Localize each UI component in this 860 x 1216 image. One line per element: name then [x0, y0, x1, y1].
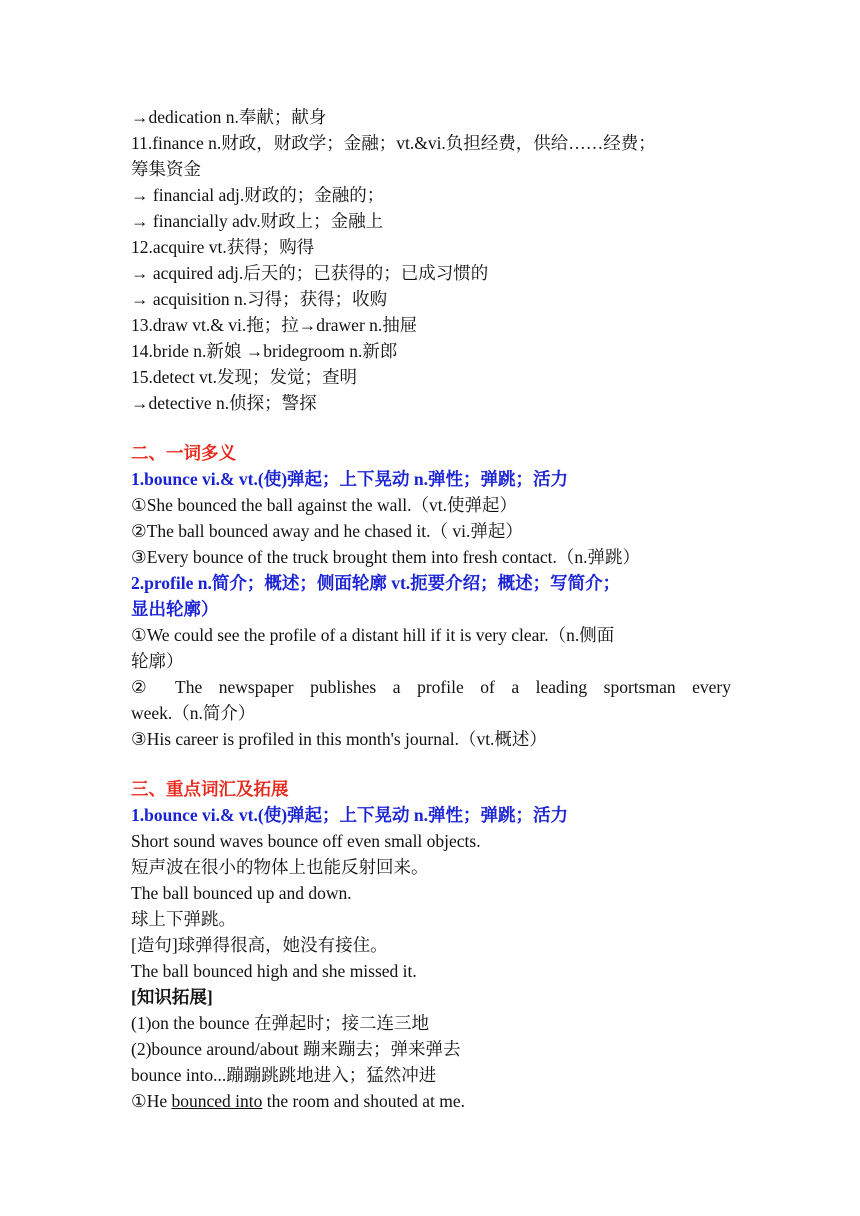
extension-line: bounce into...蹦蹦跳跳地进入；猛然冲进	[131, 1065, 437, 1085]
vocab-line: 11.finance n.财政，财政学；金融；vt.&vi.负担经费，供给……经费；	[131, 133, 656, 153]
sentence-line: The ball bounced up and down.	[131, 883, 352, 903]
sentence-line: The ball bounced high and she missed it.	[131, 961, 417, 981]
extension-line: (2)bounce around/about 蹦来蹦去；弹来弹去	[131, 1039, 461, 1059]
entry-heading-bounce: 1.bounce vi.& vt.(使)弹起；上下晃动 n.弹性；弹跳；活力	[131, 469, 569, 489]
example-line: ③Every bounce of the truck brought them into fresh contact.（n.弹跳）	[131, 547, 640, 567]
vocab-line: → financially adv.财政上；金融上	[131, 211, 384, 231]
vocab-line: → acquisition n.习得；获得；收购	[131, 289, 388, 309]
example-line: ①We could see the profile of a distant hill if it is very clear.（n.侧面	[131, 625, 615, 645]
example-text: the room and shouted at me.	[262, 1091, 466, 1111]
example-line: week.（n.简介）	[131, 703, 256, 723]
section-heading-key-vocab: 三、重点词汇及拓展	[131, 779, 289, 799]
vocab-line: 筹集资金	[131, 159, 201, 179]
spacer	[131, 416, 731, 440]
entry-heading-profile-cont: 显出轮廓）	[131, 599, 219, 619]
example-line: ③His career is profiled in this month's journal.（vt.概述）	[131, 729, 547, 749]
underlined-phrase: bounced into	[171, 1091, 263, 1111]
vocab-line: → acquired adj.后天的；已获得的；已成习惯的	[131, 263, 489, 283]
knowledge-extension-label: [知识拓展]	[131, 987, 213, 1007]
vocab-line: 13.draw vt.& vi.拖；拉→drawer n.抽屉	[131, 315, 418, 335]
extension-line: (1)on the bounce 在弹起时；接二连三地	[131, 1013, 429, 1033]
vocab-line: → financial adj.财政的；金融的；	[131, 185, 385, 205]
vocab-line: 15.detect vt.发现；发觉；查明	[131, 367, 358, 387]
vocab-line: →dedication n.奉献；献身	[131, 107, 327, 127]
document-page	[131, 104, 731, 1114]
sentence-line: [造句]球弹得很高，她没有接住。	[131, 935, 388, 955]
sentence-line: 短声波在很小的物体上也能反射回来。	[131, 857, 429, 877]
entry-heading-profile: 2.profile n.简介；概述；侧面轮廓 vt.扼要介绍；概述；写简介；	[131, 573, 621, 593]
vocab-line: 12.acquire vt.获得；购得	[131, 237, 315, 257]
example-line: ② The newspaper publishes a profile of a leading sportsman every	[131, 677, 731, 697]
section-heading-polysemy: 二、一词多义	[131, 443, 236, 463]
example-text: ①He	[131, 1091, 172, 1111]
spacer	[131, 752, 731, 776]
vocab-line: →detective n.侦探；警探	[131, 393, 317, 413]
example-line	[131, 1088, 731, 1114]
example-line: ①She bounced the ball against the wall.（vt.使弹起）	[131, 495, 518, 515]
entry-heading-bounce: 1.bounce vi.& vt.(使)弹起；上下晃动 n.弹性；弹跳；活力	[131, 805, 569, 825]
sentence-line: Short sound waves bounce off even small objects.	[131, 831, 481, 851]
example-line: ②The ball bounced away and he chased it.（ vi.弹起）	[131, 521, 523, 541]
sentence-line: 球上下弹跳。	[131, 909, 236, 929]
example-line: 轮廓）	[131, 651, 184, 671]
vocab-line: 14.bride n.新娘 →bridegroom n.新郎	[131, 341, 398, 361]
